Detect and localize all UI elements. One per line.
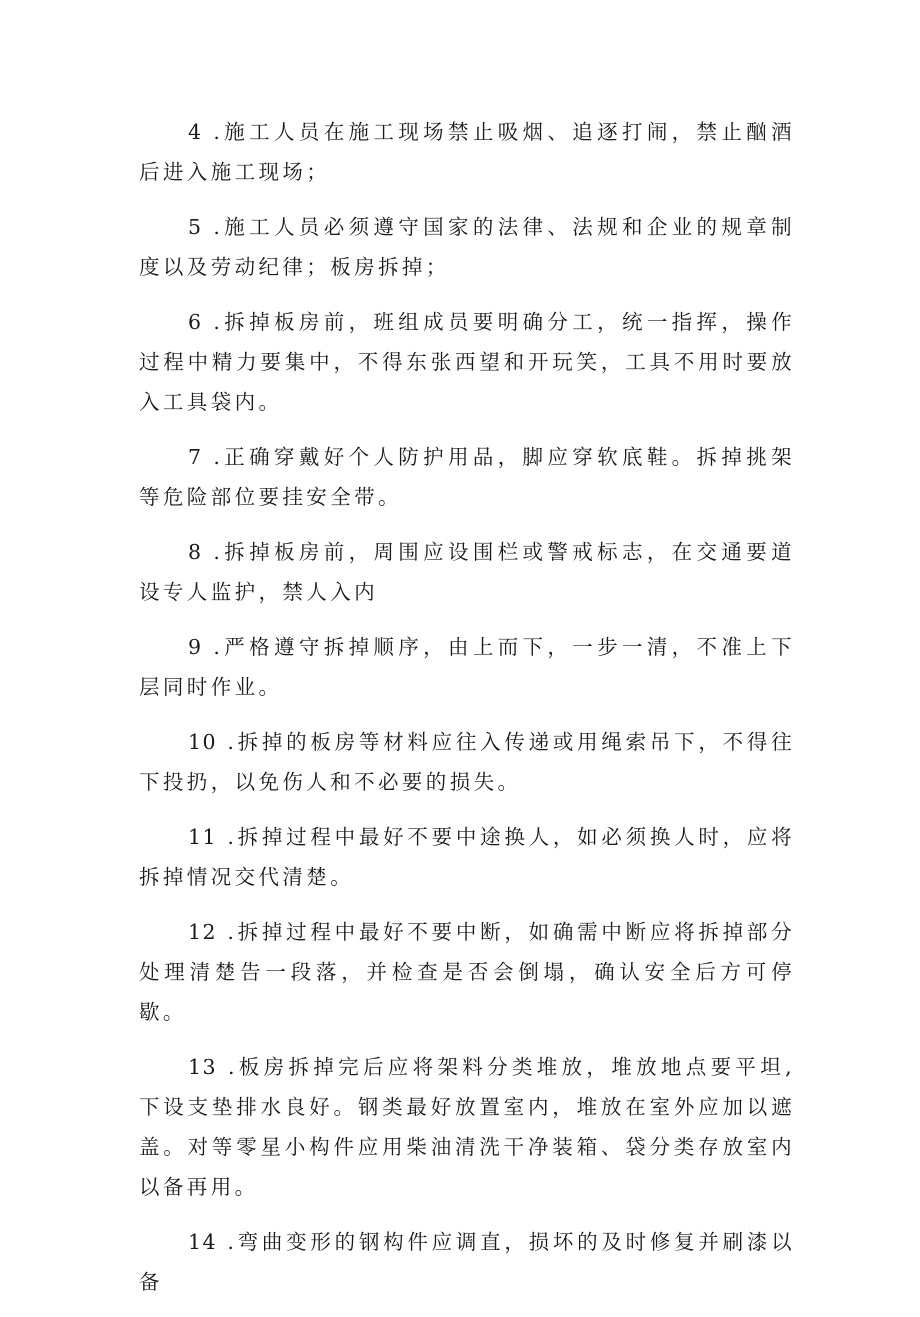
item-text: .拆掉的板房等材料应往入传递或用绳索吊下，不得往下投扔，以免伤人和不必要的损失。: [139, 730, 795, 794]
item-text: .弯曲变形的钢构件应调直，损坏的及时修复并刷漆以备: [139, 1230, 795, 1294]
item-text: .严格遵守拆掉顺序，由上而下，一步一清，不准上下层同时作业。: [139, 635, 795, 699]
item-text: .施工人员在施工现场禁止吸烟、追逐打闹，禁止酗酒后进入施工现场；: [139, 120, 795, 184]
list-item: [139, 437, 795, 517]
list-item: [139, 302, 795, 422]
document-body: [139, 112, 795, 1317]
item-text: .板房拆掉完后应将架料分类堆放，堆放地点要平坦,下设支垫排水良好。钢类最好放置室内，堆放在室外应加以遮盖。对等零星小构件应用柴油清洗干净装箱、袋分类存放室内以备再用。: [139, 1055, 795, 1199]
item-text: .施工人员必须遵守国家的法律、法规和企业的规章制度以及劳动纪律；板房拆掉；: [139, 215, 795, 279]
item-number: 5: [188, 215, 203, 239]
item-number: 6: [188, 310, 203, 334]
list-item: [139, 532, 795, 612]
list-item: [139, 627, 795, 707]
item-number: 10: [188, 730, 218, 754]
item-number: 7: [188, 445, 203, 469]
item-text: .正确穿戴好个人防护用品，脚应穿软底鞋。拆掉挑架等危险部位要挂安全带。: [139, 445, 795, 509]
item-number: 9: [188, 635, 203, 659]
item-text: .拆掉过程中最好不要中途换人，如必须换人时，应将拆掉情况交代清楚。: [139, 825, 795, 889]
item-number: 4: [188, 120, 203, 144]
list-item: [139, 817, 795, 897]
item-text: .拆掉板房前，周围应设围栏或警戒标志，在交通要道设专人监护，禁人入内: [139, 540, 795, 604]
list-item: [139, 1047, 795, 1207]
list-item: [139, 112, 795, 192]
list-item: [139, 1222, 795, 1302]
item-text: .拆掉过程中最好不要中断，如确需中断应将拆掉部分处理清楚告一段落，并检查是否会倒塌，确认安全后方可停歇。: [139, 920, 795, 1024]
list-item: [139, 912, 795, 1032]
list-item: [139, 722, 795, 802]
item-number: 13: [188, 1055, 218, 1079]
item-text: .拆掉板房前，班组成员要明确分工，统一指挥，操作过程中精力要集中，不得东张西望和开玩笑，工具不用时要放入工具袋内。: [139, 310, 795, 414]
item-number: 12: [188, 920, 218, 944]
item-number: 8: [188, 540, 203, 564]
list-item: [139, 207, 795, 287]
item-number: 14: [188, 1230, 218, 1254]
item-number: 11: [188, 825, 218, 849]
